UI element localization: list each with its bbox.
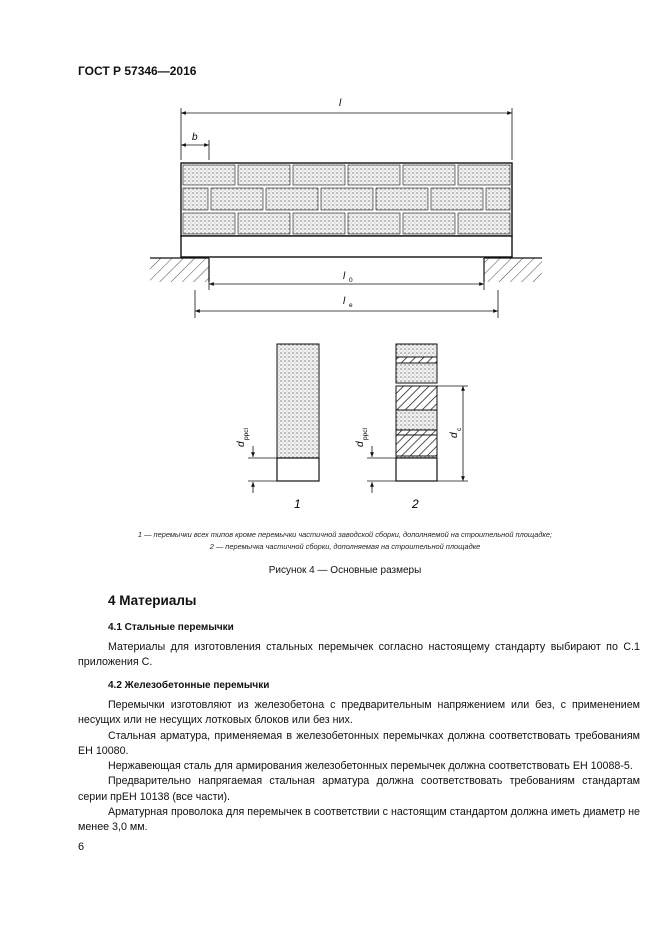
page-number: 6 xyxy=(78,841,85,853)
label-l0-sub: 0 xyxy=(349,277,353,284)
section-number-1: 1 xyxy=(294,497,301,511)
dimension-l0 xyxy=(209,271,484,290)
dimension-l xyxy=(181,98,512,160)
paragraph-text: Перемычки изготовляют из железобетона с предварительным напряжением или без, с применением несущих или не несущих лотковых блоков или без них. xyxy=(78,699,640,727)
label-dc: d xyxy=(449,432,460,438)
paragraph-text: Арматурная проволока для перемычек в соответствии с настоящим стандартом должна иметь диаметр не менее 3,0 мм. xyxy=(78,806,640,834)
section-2 xyxy=(355,344,468,511)
paragraph-text: Материалы для изготовления стальных перемычек согласно настоящему стандарту выбирают по С.1 приложения С. xyxy=(78,641,640,669)
masonry-wall xyxy=(181,163,512,236)
figure-legend-2: 2 — перемычка частичной сборки, дополняемая на строительной площадке xyxy=(209,542,481,551)
document-header: ГОСТ Р 57346—2016 xyxy=(78,64,197,78)
figure-legend-1: 1 — перемычки всех типов кроме перемычки частичной заводской сборки, дополняемой на строительной площадке; xyxy=(137,530,553,539)
label-le-sub: e xyxy=(349,302,353,309)
dimension-le xyxy=(195,290,498,318)
paragraph-text: Предварительно напрягаемая стальная арматура должна соответствовать требованиям стандартам серии прЕН 10138 (все части). xyxy=(78,775,640,803)
label-l0: l xyxy=(343,271,346,282)
figure-caption: Рисунок 4 — Основные размеры xyxy=(268,565,422,576)
label-l: l xyxy=(339,98,342,109)
section-number-2: 2 xyxy=(412,497,419,511)
label-dppcl-2: d xyxy=(355,441,366,447)
label-dc-sub: c xyxy=(456,427,463,431)
supports xyxy=(150,258,542,282)
subsection-title-4-1: 4.1 Стальные перемычки xyxy=(108,622,234,633)
paragraph-text: Стальная арматура, применяемая в железобетонных перемычках должна соответствовать требованиям ЕН 10080. xyxy=(78,729,640,757)
paragraph-text: Нержавеющая сталь для армирования железобетонных перемычек должна соответствовать ЕН 10088-5. xyxy=(108,760,633,773)
label-dppcl-1-sub: ppcl xyxy=(243,428,250,440)
label-dppcl-2-sub: ppcl xyxy=(362,428,369,440)
paragraph-4-1 xyxy=(78,640,640,671)
subsection-title-4-2: 4.2 Железобетонные перемычки xyxy=(108,680,270,691)
paragraph-block-4-2 xyxy=(78,698,640,836)
label-le: l xyxy=(343,296,346,307)
label-b: b xyxy=(192,132,198,143)
lintel-beam xyxy=(181,236,512,257)
label-dppcl-1: d xyxy=(236,441,247,447)
section-1 xyxy=(236,344,319,511)
dimension-b xyxy=(181,132,209,160)
section-title: 4 Материалы xyxy=(108,593,197,608)
